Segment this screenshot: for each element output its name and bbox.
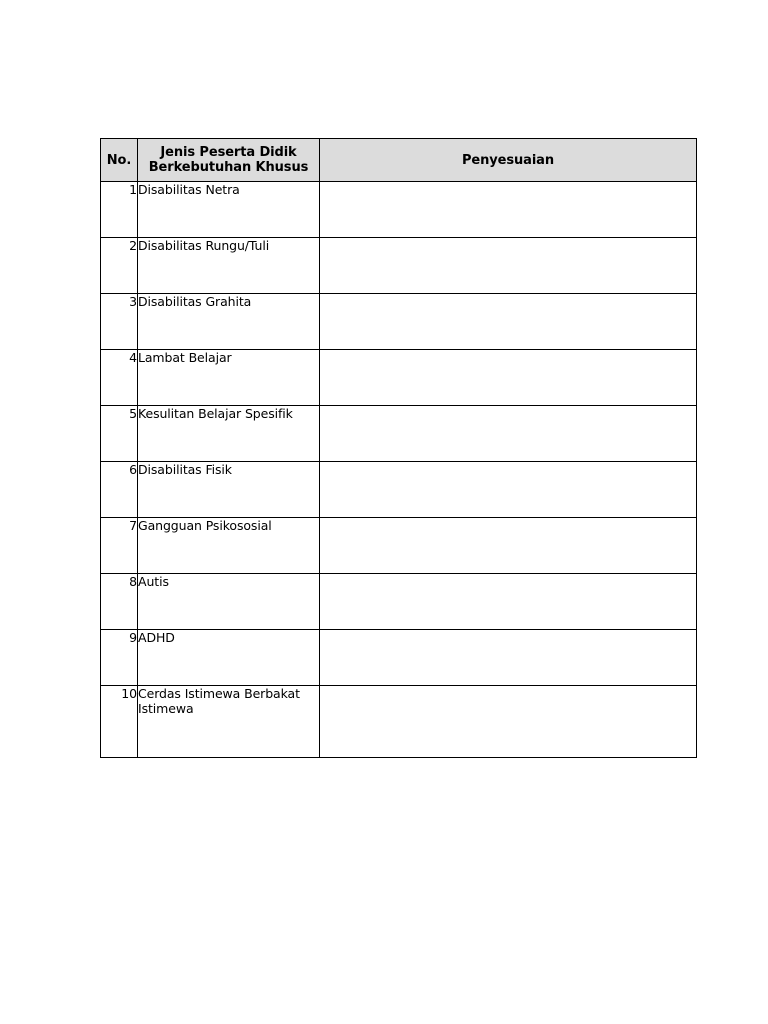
student-type-cell: Gangguan Psikososial [138,518,320,574]
table-row [101,238,697,294]
adjustment-cell [320,238,697,294]
table-row [101,462,697,518]
student-type-cell [138,686,320,758]
special-needs-table [100,138,697,758]
adjustment-cell [320,294,697,350]
adjustment-cell [320,406,697,462]
table-header-row [101,139,697,182]
row-number: 7 [101,518,138,574]
table-row [101,630,697,686]
header-student-type [138,139,320,182]
table-row [101,518,697,574]
adjustment-cell [320,518,697,574]
header-student-type-line2: Berkebutuhan Khusus [148,160,309,175]
row-number: 3 [101,294,138,350]
header-student-type-line1: Jenis Peserta Didik [160,145,297,160]
row-number: 2 [101,238,138,294]
row-number: 5 [101,406,138,462]
student-type-cell: Disabilitas Netra [138,182,320,238]
header-no: No. [101,139,138,182]
student-type-cell: Kesulitan Belajar Spesifik [138,406,320,462]
student-type-cell: Disabilitas Grahita [138,294,320,350]
adjustment-cell [320,462,697,518]
adjustment-cell [320,574,697,630]
adjustment-cell [320,630,697,686]
row-number: 8 [101,574,138,630]
student-type-line1: Cerdas Istimewa Berbakat [138,686,300,701]
student-type-cell: Lambat Belajar [138,350,320,406]
student-type-cell: ADHD [138,630,320,686]
adjustment-cell [320,350,697,406]
student-type-cell: Disabilitas Rungu/Tuli [138,238,320,294]
table-row [101,350,697,406]
adjustment-cell [320,686,697,758]
adjustment-cell [320,182,697,238]
row-number: 6 [101,462,138,518]
row-number: 1 [101,182,138,238]
table-row [101,182,697,238]
row-number: 9 [101,630,138,686]
row-number: 4 [101,350,138,406]
student-type-cell: Autis [138,574,320,630]
table-row [101,686,697,758]
table-row [101,574,697,630]
student-type-cell: Disabilitas Fisik [138,462,320,518]
table-row [101,406,697,462]
row-number: 10 [101,686,138,758]
header-adjustment: Penyesuaian [320,139,697,182]
table-row [101,294,697,350]
student-type-line2: Istimewa [138,701,194,716]
